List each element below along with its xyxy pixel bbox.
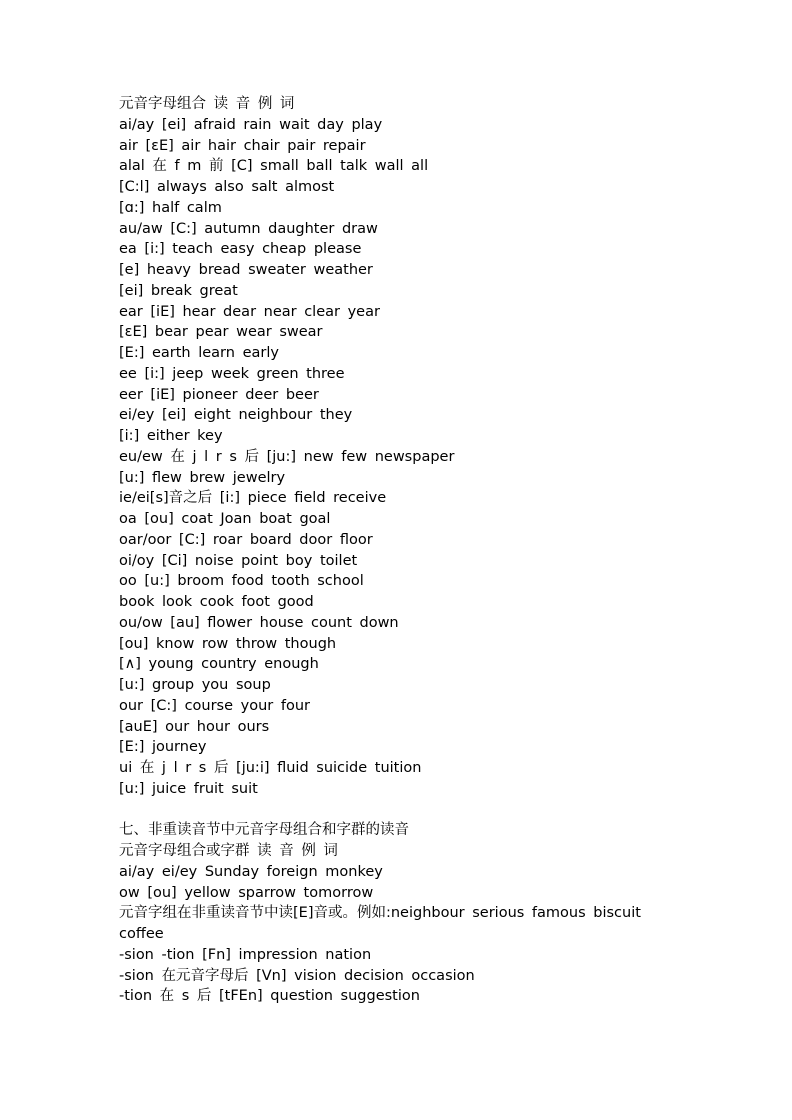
text-line: alal 在 f m 前 [C] small ball talk wall all: [119, 158, 429, 175]
text-line: ai/ay [ei] afraid rain wait day play: [119, 116, 383, 133]
text-line: ear [iE] hear dear near clear year: [119, 303, 380, 320]
text-line: [auE] our hour ours: [119, 718, 270, 735]
text-line: coffee: [119, 926, 164, 942]
spacer: [119, 800, 739, 821]
section-heading: 七、非重读音节中元音字母组合和字群的读音: [119, 822, 409, 839]
text-line: [ou] know row throw though: [119, 635, 337, 652]
text-line: [u:] group you soup: [119, 677, 271, 693]
document-body: [119, 94, 739, 1007]
text-line: -tion 在 s 后 [tFEn] question suggestion: [119, 988, 420, 1005]
text-line: ea [i:] teach easy cheap please: [119, 241, 362, 258]
text-line: [E:] journey: [119, 739, 207, 756]
text-line: ou/ow [au] flower house count down: [119, 614, 399, 631]
text-line: oa [ou] coat Joan boat goal: [119, 511, 331, 527]
text-line: [e] heavy bread sweater weather: [119, 262, 373, 278]
table-header: 元音字母组合 读 音 例 词: [119, 96, 295, 112]
text-line: oo [u:] broom food tooth school: [119, 573, 364, 590]
text-line: [∧] young country enough: [119, 656, 319, 673]
text-line: oar/oor [C:] roar board door floor: [119, 531, 373, 548]
text-line: ow [ou] yellow sparrow tomorrow: [119, 884, 374, 901]
text-line: [C:l] always also salt almost: [119, 179, 335, 195]
text-line: ie/ei[s]音之后 [i:] piece field receive: [119, 490, 387, 507]
text-line: [u:] juice fruit suit: [119, 780, 258, 797]
text-line: ei/ey [ei] eight neighbour they: [119, 407, 353, 424]
text-line: oi/oy [Ci] noise point boy toilet: [119, 552, 358, 569]
text-line: [i:] either key: [119, 428, 223, 444]
text-line: ui 在 j l r s 后 [ju:i] fluid suicide tuition: [119, 760, 422, 776]
text-line: [E:] earth learn early: [119, 345, 279, 361]
text-line: [ei] break great: [119, 282, 238, 299]
text-line: ai/ay ei/ey Sunday foreign monkey: [119, 863, 383, 880]
text-line: book look cook foot good: [119, 594, 314, 610]
text-line: -sion -tion [Fn] impression nation: [119, 946, 372, 963]
text-line: eu/ew 在 j l r s 后 [ju:] new few newspaper: [119, 448, 455, 465]
text-line: 元音字组在非重读音节中读[E]音或。例如:neighbour serious famous biscuit: [119, 905, 641, 922]
text-line: eer [iE] pioneer deer beer: [119, 386, 319, 403]
text-line: ee [i:] jeep week green three: [119, 365, 345, 382]
text-line: our [C:] course your four: [119, 697, 310, 714]
text-line: -sion 在元音字母后 [Vn] vision decision occasion: [119, 967, 475, 984]
text-line: air [ɛE] air hair chair pair repair: [119, 137, 366, 154]
text-line: [ɑ:] half calm: [119, 199, 222, 216]
text-line: [u:] flew brew jewelry: [119, 469, 286, 486]
table-header: 元音字母组合或字群 读 音 例 词: [119, 843, 338, 859]
text-line: au/aw [C:] autumn daughter draw: [119, 220, 378, 237]
text-line: [ɛE] bear pear wear swear: [119, 324, 323, 341]
